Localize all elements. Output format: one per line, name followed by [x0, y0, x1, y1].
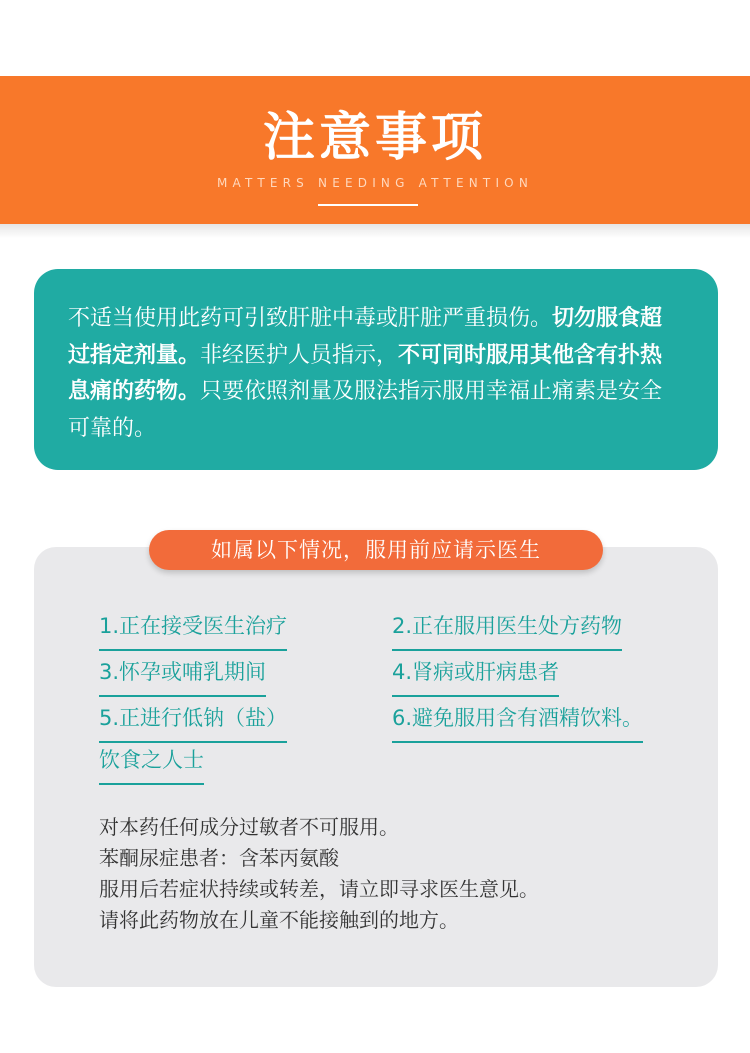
warning-segment: 非经医护人员指示，: [200, 342, 399, 368]
note-line: 请将此药物放在儿童不能接触到的地方。: [99, 908, 459, 932]
condition-item-6: 6.避免服用含有酒精饮料。: [392, 703, 643, 743]
note-line: 服用后若症状持续或转差，请立即寻求医生意见。: [99, 877, 539, 901]
condition-item-2: 2.正在服用医生处方药物: [392, 611, 622, 651]
conditions-heading-pill: 如属以下情况，服用前应请示医生: [149, 530, 603, 570]
warning-segment-bold: 不可同时服用其他含有扑热息痛的药物。: [68, 342, 663, 404]
warning-segment-bold: 切勿服食超过指定剂量。: [68, 306, 663, 368]
page-subtitle: MATTERS NEEDING ATTENTION: [216, 176, 534, 190]
condition-item-1: 1.正在接受医生治疗: [99, 611, 287, 651]
warning-segment: 不适当使用此药可引致肝脏中毒或肝脏严重损伤。: [68, 306, 553, 331]
condition-item-4: 4.肾病或肝病患者: [392, 657, 559, 697]
note-line: 苯酮尿症患者：含苯丙氨酸: [99, 846, 339, 870]
warning-text: [68, 301, 684, 447]
condition-item-5: 5.正进行低钠（盐）: [99, 703, 287, 743]
banner-shadow: [0, 224, 750, 238]
page-title: 注意事项: [262, 108, 487, 168]
warning-segment: 只要依照剂量及服法指示服用幸福止痛素是安全可靠的。: [68, 379, 663, 441]
title-underline: [318, 204, 418, 206]
note-line: 对本药任何成分过敏者不可服用。: [99, 815, 399, 839]
header-banner: [0, 76, 750, 224]
notes-block: [99, 812, 699, 936]
warning-card: [34, 269, 718, 470]
condition-item-3: 3.怀孕或哺乳期间: [99, 657, 266, 697]
condition-item-5-continued: 饮食之人士: [99, 745, 204, 785]
